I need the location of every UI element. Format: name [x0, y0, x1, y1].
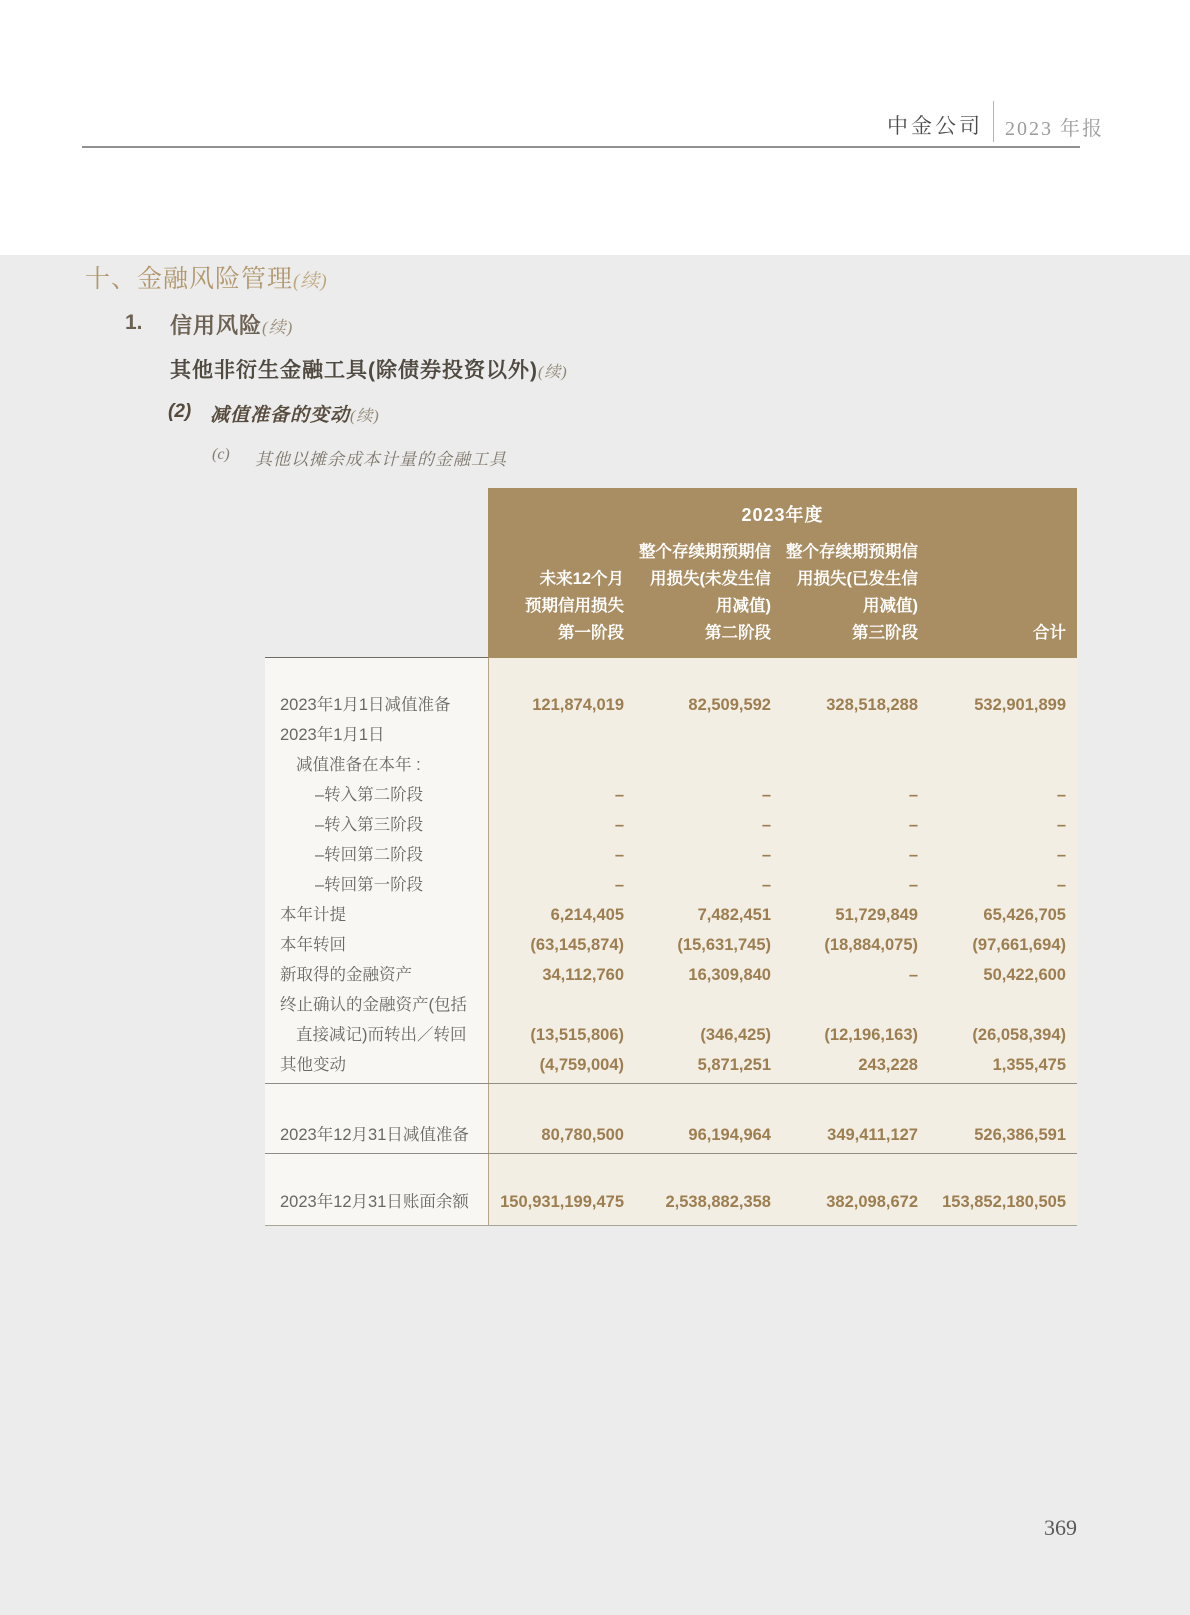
row-label: –转入第二阶段 [315, 786, 424, 804]
cell-value: 1,355,475 [992, 1056, 1066, 1074]
column-header-line: 合计 [1033, 624, 1066, 642]
cell-value: – [1056, 816, 1066, 834]
cell-value [635, 720, 782, 750]
row-label: 其他变动 [280, 1056, 346, 1074]
subheading3-suffix: (续) [350, 408, 380, 425]
table-row [265, 750, 1077, 780]
subheading1-suffix: (续) [262, 318, 294, 337]
table-row [265, 930, 1077, 960]
company-name: 中金公司 [887, 114, 983, 138]
column-header-line: 未来12个月 [539, 570, 624, 588]
cell-value: 80,780,500 [541, 1126, 624, 1144]
row-label: 直接减记)而转出／转回 [296, 1026, 467, 1044]
column-header-3 [782, 539, 929, 647]
cell-value: (15,631,745) [677, 936, 771, 954]
column-header-line: 用损失(已发生信 [797, 570, 918, 588]
row-label: 本年转回 [280, 936, 346, 954]
cell-value [782, 750, 929, 780]
subheading3-number: (2) [168, 401, 192, 422]
table-row [265, 960, 1077, 990]
cell-value: 2,538,882,358 [665, 1193, 771, 1211]
cell-value: 96,194,964 [688, 1126, 771, 1144]
cell-value: – [614, 786, 624, 804]
cell-value: 150,931,199,475 [500, 1193, 624, 1211]
report-year: 2023 年报 [1005, 118, 1104, 140]
column-header-line: 第二阶段 [705, 624, 771, 642]
table-row [265, 1187, 1077, 1217]
table-row [265, 1050, 1077, 1080]
cell-value [929, 750, 1077, 780]
cell-value [635, 750, 782, 780]
cell-value: (12,196,163) [824, 1026, 918, 1044]
cell-value [488, 720, 635, 750]
cell-value: 82,509,592 [688, 696, 771, 714]
table-row [265, 990, 1077, 1020]
header-rule [82, 146, 1080, 148]
cell-value: – [614, 846, 624, 864]
cell-value: – [908, 786, 918, 804]
cell-value: – [908, 966, 918, 984]
cell-value: 526,386,591 [974, 1126, 1066, 1144]
cell-value: 7,482,451 [697, 906, 771, 924]
table-row [265, 780, 1077, 810]
cell-value: 5,871,251 [697, 1056, 771, 1074]
column-header-4 [929, 620, 1077, 647]
table-section-1 [265, 658, 1077, 1083]
cell-value: (97,661,694) [972, 936, 1066, 954]
table-section-2 [265, 1083, 1077, 1153]
subheading2-suffix: (续) [538, 364, 568, 381]
cell-value: 51,729,849 [835, 906, 918, 924]
cell-value: – [1056, 846, 1066, 864]
cell-value: – [761, 816, 771, 834]
cell-value: (26,058,394) [972, 1026, 1066, 1044]
column-header-line: 第一阶段 [558, 624, 624, 642]
table-period-header: 2023年度 [741, 505, 824, 525]
cell-value: – [761, 786, 771, 804]
cell-value: 34,112,760 [542, 966, 624, 984]
cell-value: 50,422,600 [983, 966, 1066, 984]
cell-value: (13,515,806) [530, 1026, 624, 1044]
section-heading-suffix: (续) [293, 271, 328, 292]
cell-value: – [1056, 786, 1066, 804]
subheading4: 其他以摊余成本计量的金融工具 [255, 450, 507, 469]
cell-value: 532,901,899 [974, 696, 1066, 714]
cell-value [929, 990, 1077, 1020]
table-section-3 [265, 1153, 1077, 1226]
table-row [265, 900, 1077, 930]
column-header-1 [488, 566, 635, 647]
impairment-table [265, 488, 1077, 1226]
subheading1-text: 信用风险 [170, 313, 263, 338]
table-body [265, 658, 1077, 1226]
header-divider [993, 101, 994, 142]
row-label: 2023年12月31日账面余额 [280, 1193, 469, 1211]
cell-value: 349,411,127 [827, 1126, 918, 1144]
subheading1 [170, 309, 293, 340]
cell-value: 382,098,672 [826, 1193, 918, 1211]
table-row [265, 810, 1077, 840]
cell-value: – [614, 816, 624, 834]
table-row [265, 720, 1077, 750]
cell-value: (18,884,075) [824, 936, 918, 954]
subheading1-number: 1. [125, 311, 143, 334]
row-label: 本年计提 [280, 906, 346, 924]
cell-value: 16,309,840 [688, 966, 771, 984]
column-header-line: 第三阶段 [852, 624, 918, 642]
table-row [265, 1120, 1077, 1150]
column-header-line: 整个存续期预期信 [786, 543, 918, 561]
cell-value: 243,228 [858, 1056, 918, 1074]
cell-value [488, 750, 635, 780]
section-heading-text: 十、金融风险管理 [85, 265, 294, 293]
subheading3 [210, 400, 380, 427]
cell-value: 328,518,288 [826, 696, 918, 714]
column-header-line: 用减值) [863, 597, 918, 615]
subheading2 [170, 354, 568, 384]
section-heading [85, 259, 328, 295]
subheading3-text: 减值准备的变动 [210, 405, 351, 426]
table-row [265, 870, 1077, 900]
cell-value [782, 720, 929, 750]
row-label: 终止确认的金融资产(包括 [280, 996, 467, 1014]
row-label: 2023年12月31日减值准备 [280, 1126, 469, 1144]
subheading2-text: 其他非衍生金融工具(除债券投资以外) [170, 359, 538, 382]
table-row [265, 690, 1077, 720]
cell-value: – [761, 876, 771, 894]
page-number: 369 [1044, 1515, 1077, 1540]
cell-value: – [908, 876, 918, 894]
cell-value: 65,426,705 [983, 906, 1066, 924]
row-label: 2023年1月1日 [280, 726, 385, 744]
cell-value [635, 990, 782, 1020]
row-label: –转入第三阶段 [315, 816, 424, 834]
row-label: 新取得的金融资产 [280, 966, 412, 984]
cell-value: (63,145,874) [530, 936, 624, 954]
row-label: 减值准备在本年 : [296, 756, 421, 774]
cell-value: 121,874,019 [532, 696, 624, 714]
column-header-2 [635, 539, 782, 647]
column-header-line: 用损失(未发生信 [650, 570, 771, 588]
column-header-line: 整个存续期预期信 [639, 543, 771, 561]
cell-value: – [761, 846, 771, 864]
subheading4-number: (c) [212, 446, 230, 463]
row-label: 2023年1月1日减值准备 [280, 696, 451, 714]
column-header-line: 预期信用损失 [525, 597, 624, 615]
column-header-line: 用减值) [716, 597, 771, 615]
table-column-headers [488, 539, 1077, 647]
cell-value [782, 990, 929, 1020]
cell-value [929, 720, 1077, 750]
cell-value: – [908, 816, 918, 834]
row-label: –转回第一阶段 [315, 876, 424, 894]
table-row [265, 1020, 1077, 1050]
cell-value: – [908, 846, 918, 864]
cell-value [488, 990, 635, 1020]
table-row [265, 840, 1077, 870]
row-label: –转回第二阶段 [315, 846, 424, 864]
cell-value: (4,759,004) [539, 1056, 624, 1074]
cell-value: (346,425) [700, 1026, 771, 1044]
cell-value: – [614, 876, 624, 894]
cell-value: – [1056, 876, 1066, 894]
cell-value: 153,852,180,505 [942, 1193, 1066, 1211]
cell-value: 6,214,405 [550, 906, 624, 924]
table-header [488, 488, 1077, 658]
